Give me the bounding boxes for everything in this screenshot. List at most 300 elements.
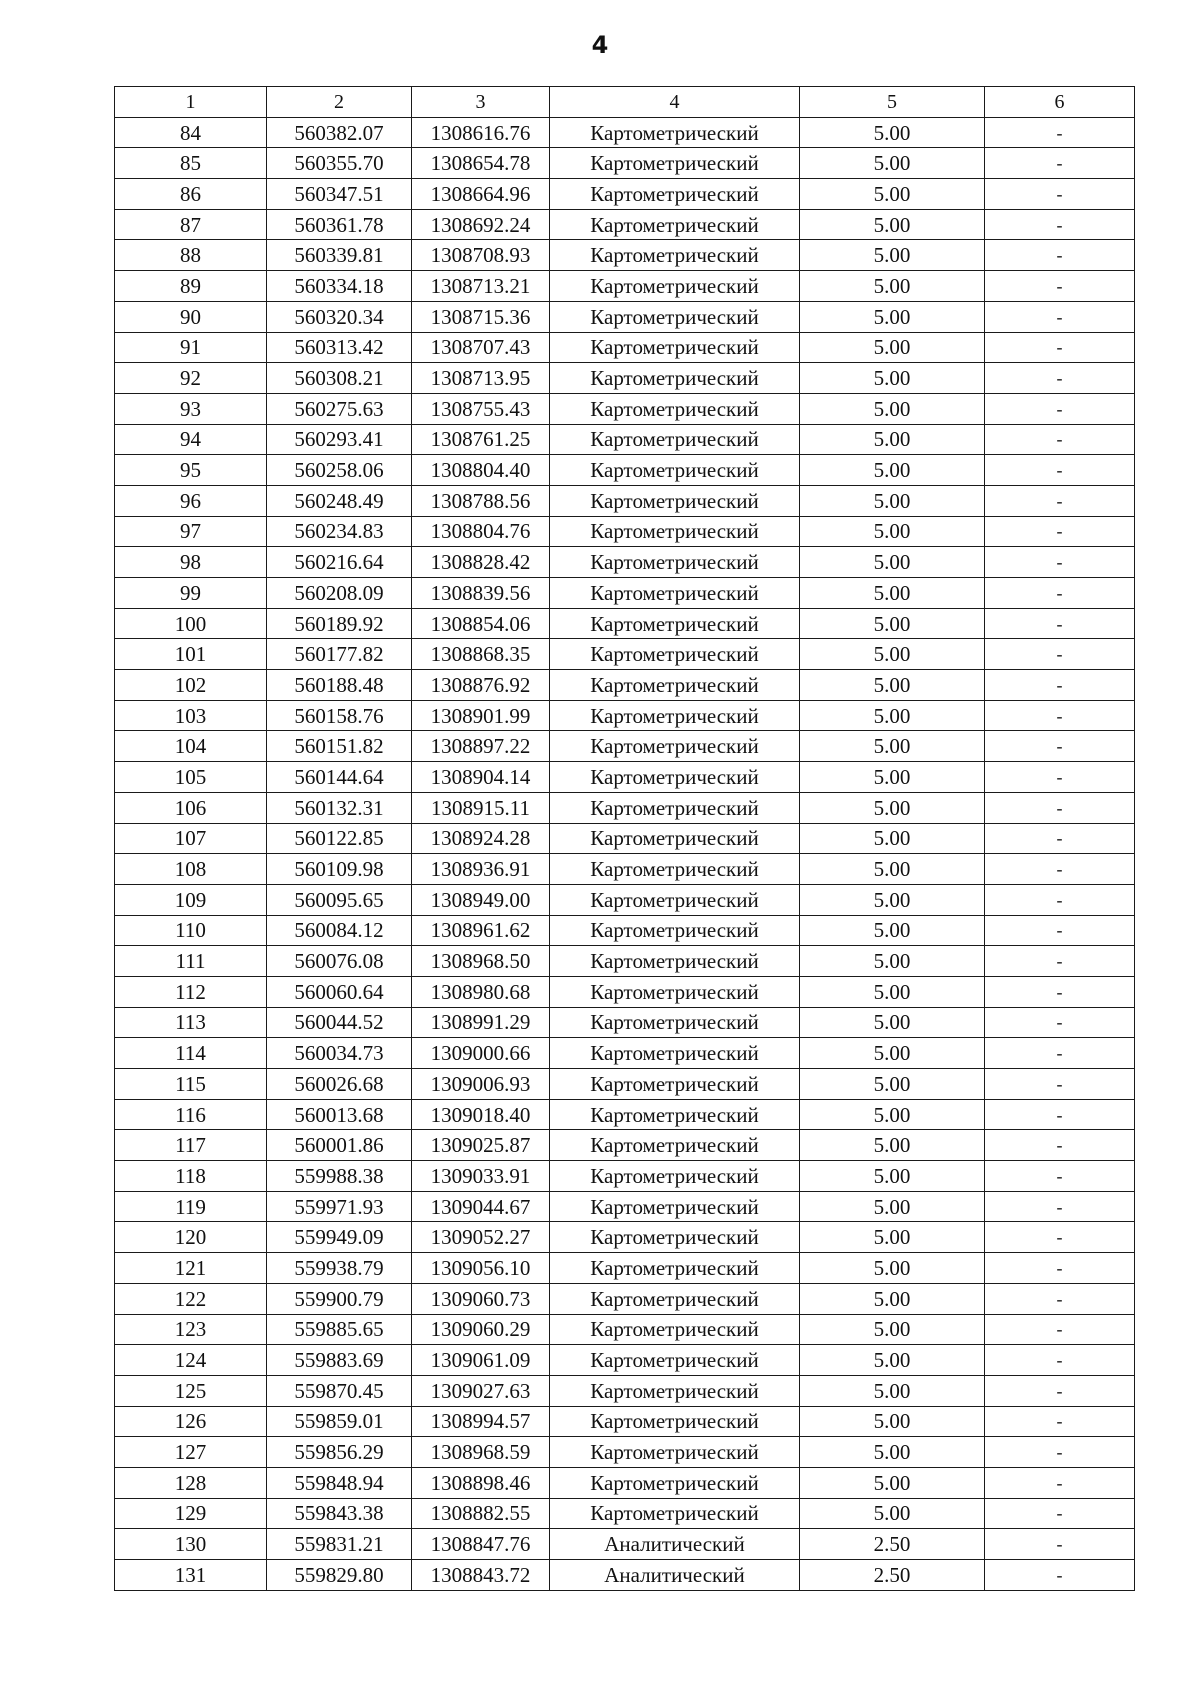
table-body xyxy=(115,117,1135,1590)
table-cell: 559883.69 xyxy=(267,1345,412,1376)
table-row xyxy=(115,915,1135,946)
table-cell: 5.00 xyxy=(800,731,985,762)
table-cell: Картометрический xyxy=(550,117,800,148)
table-cell: 2.50 xyxy=(800,1529,985,1560)
table-cell: - xyxy=(985,1498,1135,1529)
table-cell: Картометрический xyxy=(550,1191,800,1222)
table-cell: 1309006.93 xyxy=(412,1069,550,1100)
table-cell: - xyxy=(985,1099,1135,1130)
table-row xyxy=(115,1437,1135,1468)
table-row xyxy=(115,516,1135,547)
table-cell: 122 xyxy=(115,1283,267,1314)
table-cell: 110 xyxy=(115,915,267,946)
table-cell: 1308843.72 xyxy=(412,1560,550,1591)
table-cell: Картометрический xyxy=(550,332,800,363)
table-cell: Картометрический xyxy=(550,1283,800,1314)
table-row xyxy=(115,608,1135,639)
table-cell: 5.00 xyxy=(800,1161,985,1192)
column-header: 2 xyxy=(267,87,412,118)
table-cell: 560076.08 xyxy=(267,946,412,977)
table-cell: 1309052.27 xyxy=(412,1222,550,1253)
table-cell: - xyxy=(985,1130,1135,1161)
table-row xyxy=(115,1498,1135,1529)
table-cell: Картометрический xyxy=(550,455,800,486)
table-cell: Картометрический xyxy=(550,884,800,915)
table-cell: - xyxy=(985,1191,1135,1222)
table-cell: 5.00 xyxy=(800,762,985,793)
table-cell: 5.00 xyxy=(800,363,985,394)
table-cell: 560001.86 xyxy=(267,1130,412,1161)
table-row xyxy=(115,670,1135,701)
table-row xyxy=(115,578,1135,609)
table-cell: Картометрический xyxy=(550,271,800,302)
table-cell: 126 xyxy=(115,1406,267,1437)
table-cell: 1308847.76 xyxy=(412,1529,550,1560)
table-cell: - xyxy=(985,1222,1135,1253)
table-cell: 560177.82 xyxy=(267,639,412,670)
table-cell: - xyxy=(985,1529,1135,1560)
table-cell: 1309000.66 xyxy=(412,1038,550,1069)
table-cell: Картометрический xyxy=(550,762,800,793)
table-cell: 559971.93 xyxy=(267,1191,412,1222)
coordinates-table xyxy=(114,86,1135,1591)
table-cell: 1308707.43 xyxy=(412,332,550,363)
table-row xyxy=(115,485,1135,516)
table-cell: 5.00 xyxy=(800,639,985,670)
table-cell: 131 xyxy=(115,1560,267,1591)
table-cell: 91 xyxy=(115,332,267,363)
table-cell: - xyxy=(985,301,1135,332)
table-cell: 5.00 xyxy=(800,1406,985,1437)
table-cell: 5.00 xyxy=(800,700,985,731)
table-row xyxy=(115,792,1135,823)
table-cell: 5.00 xyxy=(800,547,985,578)
table-row xyxy=(115,117,1135,148)
table-cell: 559900.79 xyxy=(267,1283,412,1314)
table-cell: 5.00 xyxy=(800,670,985,701)
table-cell: Картометрический xyxy=(550,516,800,547)
table-cell: - xyxy=(985,731,1135,762)
table-cell: Картометрический xyxy=(550,1345,800,1376)
table-cell: 560034.73 xyxy=(267,1038,412,1069)
table-cell: Картометрический xyxy=(550,976,800,1007)
table-cell: 127 xyxy=(115,1437,267,1468)
table-cell: Картометрический xyxy=(550,1406,800,1437)
table-cell: 120 xyxy=(115,1222,267,1253)
table-row xyxy=(115,547,1135,578)
table-cell: 1308715.36 xyxy=(412,301,550,332)
table-cell: 93 xyxy=(115,393,267,424)
table-cell: 560188.48 xyxy=(267,670,412,701)
table-cell: - xyxy=(985,700,1135,731)
table-cell: - xyxy=(985,1375,1135,1406)
table-cell: - xyxy=(985,976,1135,1007)
table-cell: 560095.65 xyxy=(267,884,412,915)
table-cell: - xyxy=(985,363,1135,394)
table-cell: 560026.68 xyxy=(267,1069,412,1100)
table-cell: 559988.38 xyxy=(267,1161,412,1192)
table-row xyxy=(115,1007,1135,1038)
table-cell: 5.00 xyxy=(800,1222,985,1253)
table-cell: 105 xyxy=(115,762,267,793)
table-cell: 560234.83 xyxy=(267,516,412,547)
table-cell: 5.00 xyxy=(800,179,985,210)
table-cell: 560320.34 xyxy=(267,301,412,332)
table-cell: 559848.94 xyxy=(267,1467,412,1498)
table-cell: 560060.64 xyxy=(267,976,412,1007)
table-cell: 2.50 xyxy=(800,1560,985,1591)
table-cell: 90 xyxy=(115,301,267,332)
table-cell: Картометрический xyxy=(550,1038,800,1069)
table-cell: 559831.21 xyxy=(267,1529,412,1560)
table-cell: 5.00 xyxy=(800,455,985,486)
table-cell: Картометрический xyxy=(550,148,800,179)
table-row xyxy=(115,271,1135,302)
table-row xyxy=(115,240,1135,271)
table-cell: - xyxy=(985,1560,1135,1591)
table-cell: 1308664.96 xyxy=(412,179,550,210)
table-row xyxy=(115,884,1135,915)
table-cell: 5.00 xyxy=(800,209,985,240)
table-cell: Картометрический xyxy=(550,1222,800,1253)
table-cell: 1308854.06 xyxy=(412,608,550,639)
table-cell: Картометрический xyxy=(550,424,800,455)
table-cell: - xyxy=(985,1314,1135,1345)
table-cell: 114 xyxy=(115,1038,267,1069)
table-cell: 5.00 xyxy=(800,1437,985,1468)
table-cell: 5.00 xyxy=(800,946,985,977)
table-cell: 109 xyxy=(115,884,267,915)
table-cell: 5.00 xyxy=(800,1007,985,1038)
table-cell: 103 xyxy=(115,700,267,731)
table-cell: - xyxy=(985,209,1135,240)
table-cell: 1308936.91 xyxy=(412,854,550,885)
table-row xyxy=(115,1467,1135,1498)
table-cell: 1309056.10 xyxy=(412,1253,550,1284)
table-cell: 100 xyxy=(115,608,267,639)
table-cell: 560109.98 xyxy=(267,854,412,885)
table-cell: Картометрический xyxy=(550,485,800,516)
table-row xyxy=(115,823,1135,854)
table-cell: 5.00 xyxy=(800,823,985,854)
table-row xyxy=(115,1314,1135,1345)
table-cell: 102 xyxy=(115,670,267,701)
table-cell: 1308616.76 xyxy=(412,117,550,148)
table-cell: 123 xyxy=(115,1314,267,1345)
table-cell: 5.00 xyxy=(800,1498,985,1529)
table-cell: 1308980.68 xyxy=(412,976,550,1007)
table-cell: - xyxy=(985,639,1135,670)
table-cell: 1308949.00 xyxy=(412,884,550,915)
table-cell: 118 xyxy=(115,1161,267,1192)
table-row xyxy=(115,301,1135,332)
table-cell: 129 xyxy=(115,1498,267,1529)
table-cell: Картометрический xyxy=(550,240,800,271)
table-cell: 559938.79 xyxy=(267,1253,412,1284)
table-cell: Картометрический xyxy=(550,1069,800,1100)
table-cell: Картометрический xyxy=(550,792,800,823)
table-cell: 1308654.78 xyxy=(412,148,550,179)
table-cell: 87 xyxy=(115,209,267,240)
table-cell: 108 xyxy=(115,854,267,885)
table-cell: 86 xyxy=(115,179,267,210)
table-cell: Картометрический xyxy=(550,1498,800,1529)
table-row xyxy=(115,762,1135,793)
table-cell: 128 xyxy=(115,1467,267,1498)
table-cell: 130 xyxy=(115,1529,267,1560)
table-cell: Картометрический xyxy=(550,946,800,977)
table-cell: 1309027.63 xyxy=(412,1375,550,1406)
table-cell: 5.00 xyxy=(800,1191,985,1222)
table-cell: 560158.76 xyxy=(267,700,412,731)
table-row xyxy=(115,1069,1135,1100)
table-cell: Картометрический xyxy=(550,179,800,210)
table-cell: 1308897.22 xyxy=(412,731,550,762)
table-row xyxy=(115,332,1135,363)
table-cell: 85 xyxy=(115,148,267,179)
table-cell: 560132.31 xyxy=(267,792,412,823)
table-cell: - xyxy=(985,670,1135,701)
table-cell: 560144.64 xyxy=(267,762,412,793)
table-cell: Картометрический xyxy=(550,1314,800,1345)
table-row xyxy=(115,424,1135,455)
table-cell: 560313.42 xyxy=(267,332,412,363)
table-header-row xyxy=(115,87,1135,118)
table-cell: 1308713.95 xyxy=(412,363,550,394)
table-cell: 5.00 xyxy=(800,1345,985,1376)
table-cell: 1308828.42 xyxy=(412,547,550,578)
table-cell: 1308804.76 xyxy=(412,516,550,547)
table-cell: 5.00 xyxy=(800,1038,985,1069)
column-header: 1 xyxy=(115,87,267,118)
table-cell: 1308708.93 xyxy=(412,240,550,271)
table-row xyxy=(115,1253,1135,1284)
table-cell: 560216.64 xyxy=(267,547,412,578)
table-cell: 1309033.91 xyxy=(412,1161,550,1192)
table-cell: 5.00 xyxy=(800,393,985,424)
table-cell: 89 xyxy=(115,271,267,302)
table-cell: - xyxy=(985,1345,1135,1376)
table-cell: - xyxy=(985,455,1135,486)
table-cell: 5.00 xyxy=(800,332,985,363)
table-cell: 1308804.40 xyxy=(412,455,550,486)
table-cell: 559885.65 xyxy=(267,1314,412,1345)
table-cell: 104 xyxy=(115,731,267,762)
table-cell: 1309018.40 xyxy=(412,1099,550,1130)
table-cell: 5.00 xyxy=(800,1069,985,1100)
table-cell: 1308898.46 xyxy=(412,1467,550,1498)
table-cell: 560084.12 xyxy=(267,915,412,946)
table-cell: Аналитический xyxy=(550,1560,800,1591)
table-cell: Картометрический xyxy=(550,578,800,609)
table-cell: 5.00 xyxy=(800,608,985,639)
table-cell: 5.00 xyxy=(800,271,985,302)
table-row xyxy=(115,639,1135,670)
table-row xyxy=(115,1161,1135,1192)
table-cell: 98 xyxy=(115,547,267,578)
table-cell: Картометрический xyxy=(550,1130,800,1161)
table-cell: - xyxy=(985,608,1135,639)
table-cell: 5.00 xyxy=(800,1314,985,1345)
table-row xyxy=(115,1375,1135,1406)
table-cell: 559856.29 xyxy=(267,1437,412,1468)
table-cell: - xyxy=(985,578,1135,609)
table-cell: - xyxy=(985,240,1135,271)
table-cell: 1308868.35 xyxy=(412,639,550,670)
table-cell: 559829.80 xyxy=(267,1560,412,1591)
table-cell: 5.00 xyxy=(800,424,985,455)
table-cell: - xyxy=(985,393,1135,424)
table-cell: - xyxy=(985,1283,1135,1314)
table-cell: - xyxy=(985,1467,1135,1498)
table-cell: 1308961.62 xyxy=(412,915,550,946)
table-row xyxy=(115,148,1135,179)
table-cell: 560355.70 xyxy=(267,148,412,179)
table-cell: 1309060.73 xyxy=(412,1283,550,1314)
table-cell: 1308876.92 xyxy=(412,670,550,701)
table-cell: 560258.06 xyxy=(267,455,412,486)
table-cell: 1308994.57 xyxy=(412,1406,550,1437)
table-cell: 5.00 xyxy=(800,1253,985,1284)
table-cell: 101 xyxy=(115,639,267,670)
table-cell: - xyxy=(985,179,1135,210)
table-cell: 107 xyxy=(115,823,267,854)
table-cell: 5.00 xyxy=(800,485,985,516)
table-cell: 559843.38 xyxy=(267,1498,412,1529)
table-cell: Картометрический xyxy=(550,209,800,240)
table-cell: - xyxy=(985,271,1135,302)
table-row xyxy=(115,700,1135,731)
table-cell: 113 xyxy=(115,1007,267,1038)
table-cell: Картометрический xyxy=(550,915,800,946)
table-cell: 5.00 xyxy=(800,117,985,148)
table-cell: 94 xyxy=(115,424,267,455)
table-cell: 121 xyxy=(115,1253,267,1284)
table-row xyxy=(115,179,1135,210)
table-cell: 1308901.99 xyxy=(412,700,550,731)
table-cell: - xyxy=(985,1253,1135,1284)
table-row xyxy=(115,731,1135,762)
table-cell: 5.00 xyxy=(800,240,985,271)
table-cell: 1308755.43 xyxy=(412,393,550,424)
table-row xyxy=(115,1283,1135,1314)
table-cell: Картометрический xyxy=(550,1437,800,1468)
table-cell: 84 xyxy=(115,117,267,148)
table-cell: - xyxy=(985,1406,1135,1437)
column-header: 6 xyxy=(985,87,1135,118)
table-cell: 1308713.21 xyxy=(412,271,550,302)
table-cell: 5.00 xyxy=(800,915,985,946)
table-cell: 1308915.11 xyxy=(412,792,550,823)
table-cell: 560361.78 xyxy=(267,209,412,240)
table-cell: 1308882.55 xyxy=(412,1498,550,1529)
table-cell: 112 xyxy=(115,976,267,1007)
table-cell: Картометрический xyxy=(550,1375,800,1406)
table-row xyxy=(115,854,1135,885)
table-cell: 5.00 xyxy=(800,976,985,1007)
table-cell: 115 xyxy=(115,1069,267,1100)
table-cell: 559949.09 xyxy=(267,1222,412,1253)
table-cell: Картометрический xyxy=(550,731,800,762)
table-cell: - xyxy=(985,148,1135,179)
table-cell: 560044.52 xyxy=(267,1007,412,1038)
table-cell: - xyxy=(985,547,1135,578)
table-cell: 5.00 xyxy=(800,1467,985,1498)
table-cell: - xyxy=(985,485,1135,516)
table-row xyxy=(115,393,1135,424)
table-cell: - xyxy=(985,823,1135,854)
table-cell: 5.00 xyxy=(800,301,985,332)
table-cell: 1308968.59 xyxy=(412,1437,550,1468)
table-cell: 560248.49 xyxy=(267,485,412,516)
table-cell: Картометрический xyxy=(550,547,800,578)
table-row xyxy=(115,1191,1135,1222)
table-cell: 560308.21 xyxy=(267,363,412,394)
table-cell: - xyxy=(985,884,1135,915)
table-cell: 1309044.67 xyxy=(412,1191,550,1222)
table-cell: 5.00 xyxy=(800,578,985,609)
table-cell: Картометрический xyxy=(550,608,800,639)
table-cell: 88 xyxy=(115,240,267,271)
table-row xyxy=(115,455,1135,486)
page-number: 4 xyxy=(591,31,609,59)
table-cell: Картометрический xyxy=(550,700,800,731)
table-cell: 96 xyxy=(115,485,267,516)
table-cell: 95 xyxy=(115,455,267,486)
table-cell: - xyxy=(985,915,1135,946)
table-cell: Картометрический xyxy=(550,1007,800,1038)
table-row xyxy=(115,946,1135,977)
table-cell: 5.00 xyxy=(800,1375,985,1406)
table-cell: - xyxy=(985,1161,1135,1192)
table-cell: 1309060.29 xyxy=(412,1314,550,1345)
table-cell: Картометрический xyxy=(550,393,800,424)
table-cell: 560382.07 xyxy=(267,117,412,148)
table-cell: 5.00 xyxy=(800,884,985,915)
column-header: 3 xyxy=(412,87,550,118)
table-cell: - xyxy=(985,117,1135,148)
table-cell: - xyxy=(985,332,1135,363)
table-cell: 1308924.28 xyxy=(412,823,550,854)
table-cell: - xyxy=(985,424,1135,455)
column-header: 5 xyxy=(800,87,985,118)
table-cell: 560339.81 xyxy=(267,240,412,271)
table-cell: Аналитический xyxy=(550,1529,800,1560)
table-cell: 1308761.25 xyxy=(412,424,550,455)
table-row xyxy=(115,1222,1135,1253)
table-cell: 1309061.09 xyxy=(412,1345,550,1376)
table-cell: 5.00 xyxy=(800,148,985,179)
table-cell: 560122.85 xyxy=(267,823,412,854)
table-cell: 560013.68 xyxy=(267,1099,412,1130)
table-cell: - xyxy=(985,762,1135,793)
table-cell: 560189.92 xyxy=(267,608,412,639)
table-cell: - xyxy=(985,516,1135,547)
table-cell: 1308839.56 xyxy=(412,578,550,609)
table-cell: Картометрический xyxy=(550,854,800,885)
table-cell: Картометрический xyxy=(550,823,800,854)
table-cell: 5.00 xyxy=(800,792,985,823)
table-cell: Картометрический xyxy=(550,1253,800,1284)
table-cell: 1308692.24 xyxy=(412,209,550,240)
table-cell: 1308904.14 xyxy=(412,762,550,793)
table-cell: - xyxy=(985,1038,1135,1069)
table-cell: 111 xyxy=(115,946,267,977)
table-cell: 106 xyxy=(115,792,267,823)
table-cell: - xyxy=(985,854,1135,885)
table-cell: 97 xyxy=(115,516,267,547)
table-cell: 5.00 xyxy=(800,854,985,885)
